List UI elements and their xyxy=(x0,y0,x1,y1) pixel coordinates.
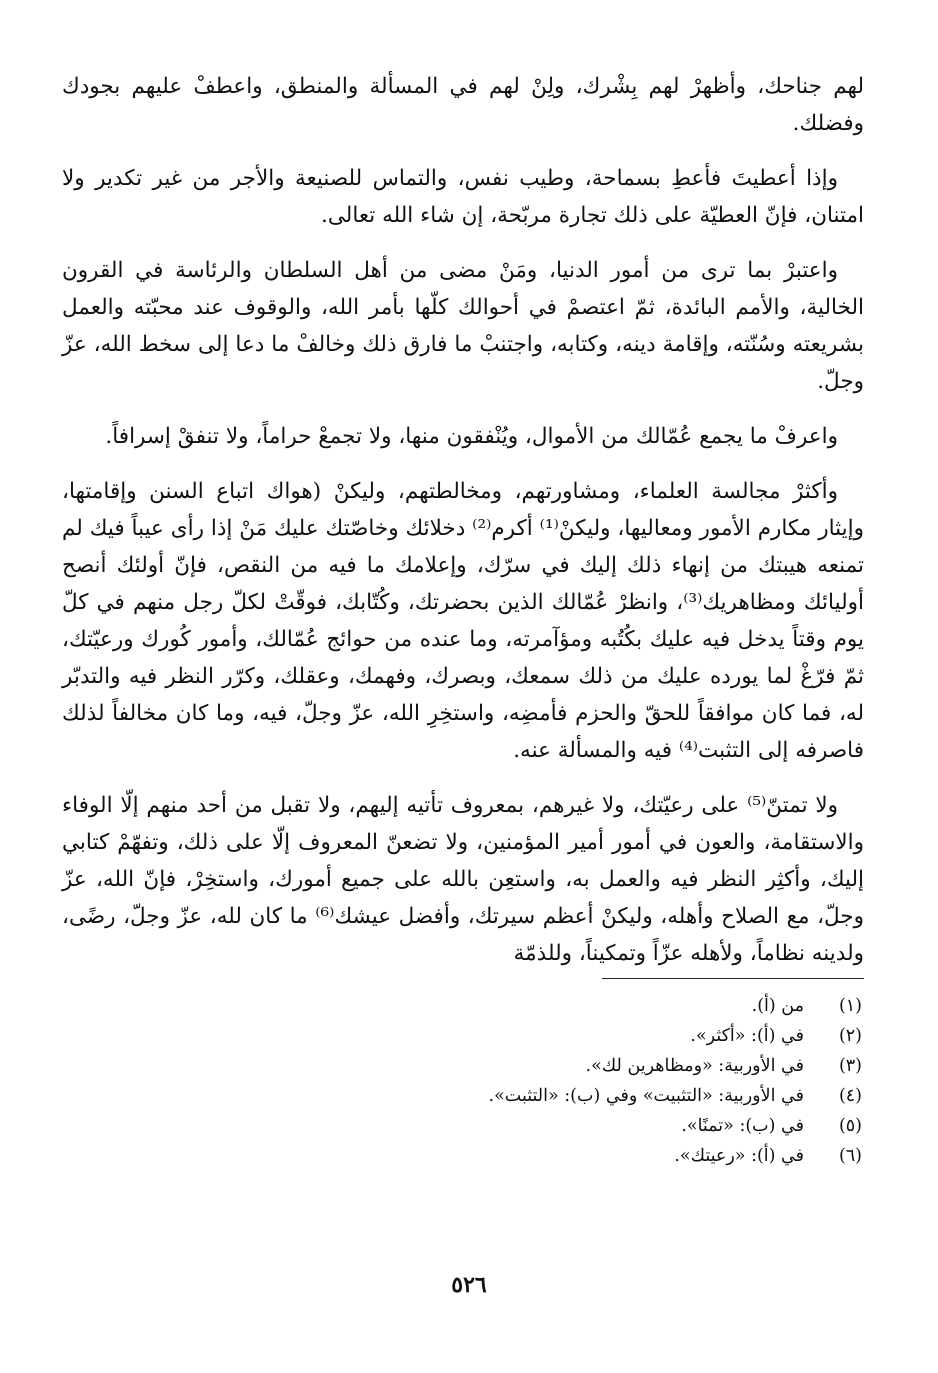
footnote-item xyxy=(62,1021,862,1051)
footnote-text: في (ب): «تمنًا». xyxy=(681,1116,804,1136)
footnote-item xyxy=(62,991,862,1021)
paragraph: لهم جناحك، وأظهرْ لهم بِشْرك، ولِنْ لهم في المسألة والمنطق، واعطفْ عليهم بجودك وفضلك. xyxy=(62,74,864,136)
paragraph: واعرفْ ما يجمع عُمّالك من الأموال، ويُنْفقون منها، ولا تجمعْ حراماً، ولا تنفقْ إسرافاً. xyxy=(105,424,838,449)
footnote-item xyxy=(62,1051,862,1081)
footnote-number: (١) xyxy=(838,996,862,1016)
body-text xyxy=(62,68,864,972)
footnote-number: (٣) xyxy=(838,1056,862,1076)
footnote-item xyxy=(62,1111,862,1141)
footnote-number: (٤) xyxy=(838,1086,862,1106)
footnote-text: في الأوربية: «ومظاهرين لك». xyxy=(585,1056,804,1076)
footnote-text: من (أ). xyxy=(751,996,804,1016)
footnote-divider xyxy=(602,978,864,979)
footnote-text: في (أ): «أكثر». xyxy=(690,1026,804,1046)
footnote-text: في الأوربية: «التثبيت» وفي (ب): «التثبت». xyxy=(488,1086,804,1106)
paragraph: وإذا أعطيتَ فأعطِ بسماحة، وطيب نفس، والتماس للصنيعة والأجر من غير تكدير ولا امتنان، فإنّ العطيّة على ذلك تجارة مربّحة، إن شاء الله تعالى. xyxy=(62,166,864,228)
paragraph: واعتبرْ بما ترى من أمور الدنيا، ومَنْ مضى من أهل السلطان والرئاسة في القرون الخالية، والأمم البائدة، ثمّ اعتصمْ في أحوالك كلّها بأمر الله، والوقوف عند محبّته والعمل بشريعته وسُنّته، وإقامة دينه، وكتابه، واجتنبْ ما فارق ذلك وخالفْ ما دعا إلى سخط الله، عزّ وجلّ. xyxy=(62,258,864,394)
footnote-text: في (أ): «رعيتك». xyxy=(674,1146,804,1166)
footnote-item xyxy=(62,1081,862,1111)
footnote-number: (٦) xyxy=(838,1146,862,1166)
footnote-number: (٢) xyxy=(838,1026,862,1046)
footnote-item xyxy=(62,1141,862,1171)
paragraph: وأكثرْ مجالسة العلماء، ومشاورتهم، ومخالطتهم، وليكنْ (هواك اتباع السنن وإقامتها، وإيثار مكارم الأمور ومعاليها، وليكنْ⁽¹⁾ أكرم⁽²⁾ دخلائك وخاصّتك عليك مَنْ إذا رأى عيباً فيك لم تمنعه هيبتك من إنهاء ذلك إليك في سرّك، وإعلامك ما فيه من النقص، فإنّ أولئك أنصح أوليائك ومظاهريك⁽³⁾، وانظرْ عُمّالك الذين بحضرتك، وكُتّابك، فوقّتْ لكلّ رجل منهم في كلّ يوم وقتاً يدخل فيه عليك بكُتُبه ومؤآمرته، وما عنده من حوائج عُمّالك، وأمور كُورك ورعيّتك، ثمّ فرّغْ لما يورده عليك من ذلك سمعك، وبصرك، وفهمك، وعقلك، وكرّر النظر فيه والتدبّر له، فما كان موافقاً للحقّ والحزم فأمضِه، واستخِرِ الله، عزّ وجلّ، فيه، وما كان مخالفاً لذلك فاصرفه إلى التثبت⁽⁴⁾ فيه والمسألة عنه. xyxy=(62,479,865,763)
page-number: ٥٢٦ xyxy=(451,1272,487,1298)
paragraph: ولا تمتنّ⁽⁵⁾ على رعيّتك، ولا غيرهم، بمعروف تأتيه إليهم، ولا تقبل من أحد منهم إلّا الوفاء والاستقامة، والعون في أمور أمير المؤمنين، ولا تضعنّ المعروف إلّا على ذلك، وتفهّمْ كتابي إليك، وأكثِر النظر فيه والعمل به، واستعِن بالله على جميع أمورك، واستخِرْ، فإنّ الله، عزّ وجلّ، مع الصلاح وأهله، وليكنْ أعظم سيرتك، وأفضل عيشك⁽⁶⁾ ما كان لله، عزّ وجلّ، رضًى، ولدينه نظاماً، ولأهله عزّاً وتمكيناً، وللذمّة xyxy=(62,793,864,966)
footnotes xyxy=(62,991,864,1171)
footnote-number: (٥) xyxy=(838,1116,862,1136)
